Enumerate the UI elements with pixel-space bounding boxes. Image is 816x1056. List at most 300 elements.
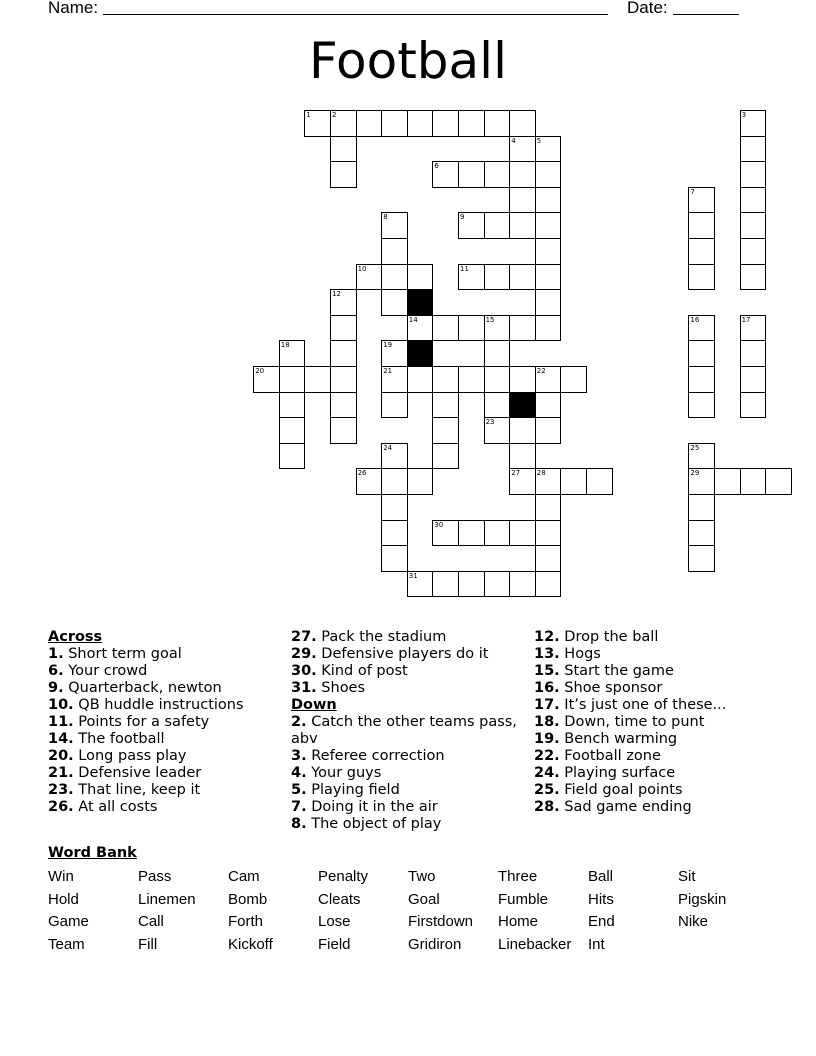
clue — [534, 663, 784, 680]
grid-cell[interactable] — [253, 366, 280, 393]
clue-number: 7 — [690, 187, 695, 196]
clue-num: 25. — [534, 782, 560, 798]
clue — [48, 782, 278, 799]
grid-cell[interactable] — [381, 212, 408, 239]
grid-cell[interactable] — [688, 366, 715, 393]
grid-cell[interactable] — [458, 571, 485, 598]
clue-text: Shoes — [316, 680, 366, 696]
grid-cell[interactable] — [279, 340, 306, 367]
grid-cell[interactable] — [484, 571, 511, 598]
word-bank-word: Firstdown — [408, 913, 474, 930]
grid-cell[interactable] — [740, 136, 767, 163]
word-bank-word: Fumble — [498, 890, 549, 908]
clue — [48, 663, 278, 680]
clue — [291, 646, 526, 663]
clue-num: 2. — [291, 714, 307, 730]
word-bank-word: Nike — [678, 913, 709, 930]
clue-number: 29 — [690, 469, 700, 478]
clue-number: 6 — [434, 162, 439, 171]
grid-cell[interactable] — [432, 315, 459, 342]
clue-num: 16. — [534, 680, 560, 696]
grid-cell[interactable] — [688, 520, 715, 547]
grid-cell[interactable] — [560, 366, 587, 393]
clue — [534, 714, 784, 731]
clue — [48, 680, 278, 697]
word-bank-word: Bomb — [228, 890, 268, 908]
grid-cell[interactable] — [381, 110, 408, 137]
clue-text: Sad game ending — [559, 799, 692, 815]
clue — [291, 663, 526, 680]
grid-block — [407, 289, 434, 316]
grid-cell[interactable] — [688, 340, 715, 367]
grid-cell[interactable] — [509, 315, 536, 342]
grid-cell[interactable] — [279, 443, 306, 470]
grid-cell[interactable] — [740, 238, 767, 265]
word-bank-word: Linebacker — [498, 935, 572, 953]
clue — [48, 748, 278, 765]
date-label: Date: — [627, 0, 668, 17]
grid-cell[interactable] — [740, 468, 767, 495]
grid-cell[interactable] — [330, 392, 357, 419]
grid-cell[interactable] — [381, 494, 408, 521]
grid-cell[interactable] — [381, 392, 408, 419]
grid-cell[interactable] — [688, 443, 715, 470]
clue-number: 12 — [332, 290, 341, 299]
clue-num: 4. — [291, 765, 307, 781]
clue — [291, 714, 526, 748]
clue-num: 13. — [534, 646, 560, 662]
grid-cell[interactable] — [484, 366, 511, 393]
grid-cell[interactable] — [560, 468, 587, 495]
grid-cell[interactable] — [432, 443, 459, 470]
grid-cell[interactable] — [688, 468, 715, 495]
grid-cell[interactable] — [381, 520, 408, 547]
clue-number: 25 — [690, 443, 700, 452]
grid-cell[interactable] — [279, 417, 306, 444]
grid-cell[interactable] — [458, 110, 485, 137]
word-bank-word: Forth — [228, 913, 264, 930]
grid-cell[interactable] — [535, 136, 562, 163]
grid-cell[interactable] — [688, 187, 715, 214]
grid-cell[interactable] — [432, 161, 459, 188]
clue-number: 16 — [690, 315, 700, 324]
clue-number: 22 — [536, 367, 546, 375]
clue-text: Start the game — [559, 663, 674, 679]
grid-cell[interactable] — [330, 136, 357, 163]
grid-cell[interactable] — [509, 571, 536, 598]
grid-cell[interactable] — [407, 264, 434, 291]
grid-cell[interactable] — [535, 392, 562, 419]
word-bank-word: Two — [408, 868, 436, 885]
grid-cell[interactable] — [330, 340, 357, 367]
puzzle-title: Football — [309, 32, 507, 90]
grid-cell[interactable] — [279, 366, 306, 393]
clue-text: Pack the stadium — [316, 629, 447, 645]
grid-cell[interactable] — [740, 366, 767, 393]
clue-text: Points for a safety — [73, 714, 210, 730]
clue — [534, 646, 784, 663]
grid-cell[interactable] — [432, 417, 459, 444]
grid-cell[interactable] — [458, 520, 485, 547]
clue-text: Long pass play — [73, 748, 187, 764]
clue-num: 12. — [534, 629, 560, 645]
clue-text: Playing field — [306, 782, 400, 798]
clue-text: That line, keep it — [73, 782, 201, 798]
grid-cell[interactable] — [484, 161, 511, 188]
grid-cell[interactable] — [330, 315, 357, 342]
clue — [48, 799, 278, 816]
clue-text: Defensive leader — [73, 765, 202, 781]
clue-text: Your guys — [306, 765, 382, 781]
clue-text: It’s just one of these... — [559, 697, 727, 713]
across-clue-list-cont — [291, 629, 526, 697]
word-bank-word: Sit — [678, 868, 696, 885]
grid-cell[interactable] — [458, 366, 485, 393]
grid-cell[interactable] — [714, 468, 741, 495]
grid-cell[interactable] — [484, 520, 511, 547]
word-bank-word: Team — [48, 935, 85, 953]
clue — [534, 731, 784, 748]
grid-cell[interactable] — [356, 468, 383, 495]
clue-num: 8. — [291, 816, 307, 832]
grid-cell[interactable] — [304, 366, 331, 393]
word-bank-word: Pigskin — [678, 890, 727, 908]
clue — [291, 680, 526, 697]
grid-cell[interactable] — [688, 545, 715, 572]
clue-num: 19. — [534, 731, 560, 747]
clue-num: 18. — [534, 714, 560, 730]
clue — [48, 697, 278, 714]
grid-cell[interactable] — [509, 264, 536, 291]
word-bank-word: Game — [48, 913, 89, 930]
clue — [534, 748, 784, 765]
clue — [291, 765, 526, 782]
clue-num: 27. — [291, 629, 317, 645]
grid-cell[interactable] — [330, 161, 357, 188]
grid-cell[interactable] — [740, 315, 767, 342]
clue-number: 21 — [383, 367, 393, 375]
clue-number: 3 — [741, 111, 747, 119]
grid-cell[interactable] — [535, 289, 562, 316]
clue-number: 19 — [383, 341, 393, 350]
clue-text: Football zone — [559, 748, 661, 764]
clue-num: 1. — [48, 646, 64, 662]
grid-cell[interactable] — [509, 468, 536, 495]
clue — [534, 782, 784, 799]
grid-cell[interactable] — [509, 110, 536, 137]
down-heading: Down — [291, 697, 337, 713]
clue-num: 22. — [534, 748, 560, 764]
clue-text: Defensive players do it — [316, 646, 489, 662]
clue-text: Your crowd — [63, 663, 148, 679]
word-bank-word: Goal — [408, 890, 440, 908]
grid-cell[interactable] — [535, 545, 562, 572]
clue-text: Short term goal — [63, 646, 182, 662]
word-bank-row — [48, 913, 768, 936]
clue-number: 11 — [460, 264, 469, 273]
word-bank-word: Gridiron — [408, 935, 462, 953]
word-bank-word: Lose — [318, 913, 351, 930]
word-bank-row — [48, 936, 768, 959]
grid-cell[interactable] — [330, 289, 357, 316]
grid-cell[interactable] — [509, 161, 536, 188]
clue-column-3 — [534, 629, 784, 816]
grid-block — [407, 340, 434, 367]
grid-cell[interactable] — [740, 264, 767, 291]
clue-number: 15 — [485, 315, 495, 324]
clue-num: 14. — [48, 731, 74, 747]
grid-cell[interactable] — [509, 212, 536, 239]
clue-text: Bench warming — [559, 731, 678, 747]
grid-cell[interactable] — [432, 520, 459, 547]
grid-cell[interactable] — [509, 187, 536, 214]
clue-text: Drop the ball — [559, 629, 659, 645]
word-bank-word: Hold — [48, 890, 79, 908]
grid-cell[interactable] — [535, 366, 562, 393]
word-bank-word: Pass — [138, 868, 172, 885]
grid-cell[interactable] — [688, 238, 715, 265]
clue — [534, 765, 784, 782]
grid-cell[interactable] — [535, 571, 562, 598]
across-clue-list — [48, 646, 278, 816]
clue-num: 29. — [291, 646, 317, 662]
clue-num: 31. — [291, 680, 317, 696]
clue-text: Kind of post — [316, 663, 408, 679]
clue-text: Down, time to punt — [559, 714, 705, 730]
grid-cell[interactable] — [432, 110, 459, 137]
grid-cell[interactable] — [509, 443, 536, 470]
grid-cell[interactable] — [688, 264, 715, 291]
name-label: Name: — [48, 0, 99, 17]
word-bank-row — [48, 868, 768, 891]
clue-number: 10 — [357, 264, 367, 273]
grid-cell[interactable] — [740, 340, 767, 367]
clue-num: 24. — [534, 765, 560, 781]
clue-number: 9 — [460, 213, 465, 222]
grid-cell[interactable] — [407, 571, 434, 598]
grid-cell[interactable] — [484, 110, 511, 137]
clue-num: 15. — [534, 663, 560, 679]
clue-num: 28. — [534, 799, 560, 815]
grid-cell[interactable] — [279, 392, 306, 419]
grid-cell[interactable] — [381, 366, 408, 393]
grid-cell[interactable] — [535, 187, 562, 214]
word-bank-word: Three — [498, 868, 538, 885]
word-bank-word: Field — [318, 935, 351, 953]
clue-text: QB huddle instructions — [73, 697, 244, 713]
grid-cell[interactable] — [535, 161, 562, 188]
word-bank-word: Kickoff — [228, 935, 273, 953]
clue-number: 1 — [306, 111, 311, 119]
word-bank-word: Hits — [588, 890, 614, 908]
grid-cell[interactable] — [432, 571, 459, 598]
clue-text: Playing surface — [559, 765, 676, 781]
word-bank-word: Win — [48, 868, 74, 885]
word-bank-word: Ball — [588, 868, 614, 885]
grid-block — [509, 392, 536, 419]
clue-num: 10. — [48, 697, 74, 713]
clue — [534, 629, 784, 646]
clue-text: Shoe sponsor — [559, 680, 663, 696]
word-bank-word: Int — [588, 935, 605, 953]
word-bank-word: End — [588, 913, 615, 930]
clue — [291, 799, 526, 816]
grid-cell[interactable] — [381, 289, 408, 316]
clue-num: 26. — [48, 799, 74, 815]
grid-cell[interactable] — [356, 110, 383, 137]
clue — [534, 680, 784, 697]
grid-cell[interactable] — [509, 136, 536, 163]
clue-number: 8 — [383, 213, 388, 222]
grid-cell[interactable] — [458, 161, 485, 188]
grid-cell[interactable] — [688, 392, 715, 419]
word-bank-word: Call — [138, 913, 164, 930]
grid-cell[interactable] — [509, 520, 536, 547]
clue-number: 28 — [536, 469, 546, 478]
grid-cell[interactable] — [432, 366, 459, 393]
clue — [48, 765, 278, 782]
clue-num: 9. — [48, 680, 64, 696]
grid-cell[interactable] — [458, 212, 485, 239]
grid-cell[interactable] — [535, 212, 562, 239]
clue-text: Quarterback, newton — [63, 680, 222, 696]
word-bank-title: Word Bank — [48, 845, 137, 861]
grid-cell[interactable] — [740, 161, 767, 188]
clue-number: 17 — [741, 315, 751, 324]
word-bank-row — [48, 891, 768, 914]
grid-cell[interactable] — [509, 366, 536, 393]
clue — [48, 714, 278, 731]
grid-cell[interactable] — [740, 212, 767, 239]
grid-cell[interactable] — [356, 264, 383, 291]
grid-cell[interactable] — [740, 392, 767, 419]
clue-text: Catch the other teams pass, abv — [291, 714, 517, 747]
grid-cell[interactable] — [330, 110, 357, 137]
grid-cell[interactable] — [586, 468, 613, 495]
clue-num: 17. — [534, 697, 560, 713]
clue-number: 27 — [511, 469, 521, 478]
clue — [48, 731, 278, 748]
clue-num: 11. — [48, 714, 74, 730]
grid-cell[interactable] — [740, 110, 767, 137]
down-clue-list — [291, 714, 526, 833]
clue-number: 30 — [434, 520, 444, 529]
word-bank-word: Home — [498, 913, 539, 930]
clue — [291, 629, 526, 646]
grid-cell[interactable] — [381, 545, 408, 572]
word-bank — [48, 868, 768, 958]
clue-text: Doing it in the air — [306, 799, 438, 815]
clue-number: 31 — [408, 571, 418, 580]
clue-num: 7. — [291, 799, 307, 815]
grid-cell[interactable] — [381, 340, 408, 367]
clue-num: 21. — [48, 765, 74, 781]
clue-num: 3. — [291, 748, 307, 764]
grid-cell[interactable] — [381, 238, 408, 265]
clue-text: Hogs — [559, 646, 601, 662]
clue-number: 23 — [485, 418, 495, 427]
across-heading: Across — [48, 629, 103, 645]
grid-cell[interactable] — [484, 340, 511, 367]
grid-cell[interactable] — [688, 315, 715, 342]
clue-number: 14 — [408, 315, 418, 324]
clue — [291, 782, 526, 799]
grid-cell[interactable] — [432, 392, 459, 419]
grid-cell[interactable] — [484, 417, 511, 444]
grid-cell[interactable] — [484, 264, 511, 291]
grid-cell[interactable] — [330, 417, 357, 444]
clue-number: 4 — [511, 136, 516, 145]
clue-column-1 — [48, 629, 278, 816]
word-bank-word: Fill — [138, 935, 158, 953]
word-bank-word: Penalty — [318, 868, 369, 885]
clue-num: 6. — [48, 663, 64, 679]
word-bank-word: Cleats — [318, 890, 361, 908]
clue — [534, 799, 784, 816]
word-bank-word: Cam — [228, 868, 260, 885]
clue-num: 5. — [291, 782, 307, 798]
grid-cell[interactable] — [304, 110, 331, 137]
clue-column-2 — [291, 629, 526, 833]
clue-num: 20. — [48, 748, 74, 764]
clue — [48, 646, 278, 663]
grid-cell[interactable] — [458, 315, 485, 342]
clue-num: 30. — [291, 663, 317, 679]
clue-number: 18 — [280, 341, 290, 350]
grid-cell[interactable] — [535, 238, 562, 265]
clue-num: 23. — [48, 782, 74, 798]
grid-cell[interactable] — [330, 366, 357, 393]
grid-cell[interactable] — [381, 443, 408, 470]
clue-number: 26 — [357, 469, 367, 478]
clue-text: Referee correction — [306, 748, 445, 764]
word-bank-word: Linemen — [138, 890, 196, 908]
clue-text: The football — [73, 731, 165, 747]
grid-cell[interactable] — [535, 520, 562, 547]
clue — [291, 816, 526, 833]
grid-cell[interactable] — [688, 494, 715, 521]
grid-cell[interactable] — [484, 315, 511, 342]
clue-text: At all costs — [73, 799, 158, 815]
grid-cell[interactable] — [535, 494, 562, 521]
grid-cell[interactable] — [535, 417, 562, 444]
grid-cell[interactable] — [509, 417, 536, 444]
grid-cell[interactable] — [407, 315, 434, 342]
clue-text: The object of play — [306, 816, 442, 832]
grid-cell[interactable] — [381, 468, 408, 495]
grid-cell[interactable] — [535, 468, 562, 495]
grid-cell[interactable] — [458, 264, 485, 291]
clue-number: 5 — [536, 136, 542, 145]
grid-cell[interactable] — [484, 212, 511, 239]
down-clue-list-cont — [534, 629, 784, 816]
grid-cell[interactable] — [407, 468, 434, 495]
clue-number: 2 — [332, 111, 337, 119]
grid-cell[interactable] — [407, 366, 434, 393]
clue-number: 24 — [383, 443, 393, 452]
clue-number: 20 — [255, 367, 265, 375]
grid-cell[interactable] — [535, 264, 562, 291]
grid-cell[interactable] — [688, 212, 715, 239]
grid-cell[interactable] — [535, 315, 562, 342]
grid-cell[interactable] — [484, 392, 511, 419]
grid-cell[interactable] — [407, 110, 434, 137]
grid-cell[interactable] — [765, 468, 792, 495]
clue — [291, 748, 526, 765]
clue — [534, 697, 784, 714]
grid-cell[interactable] — [381, 264, 408, 291]
grid-cell[interactable] — [740, 187, 767, 214]
